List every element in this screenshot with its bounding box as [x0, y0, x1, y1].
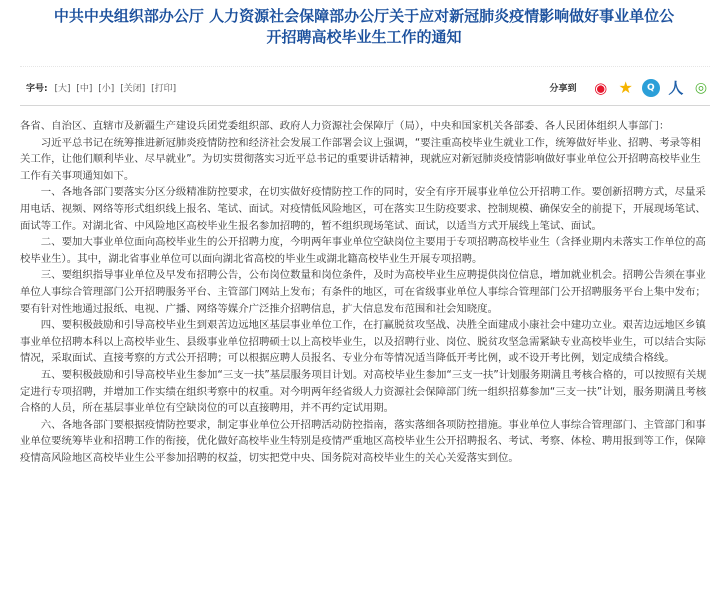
article-title: [20, 0, 708, 48]
qzone-icon[interactable]: ★: [618, 77, 633, 97]
body-paragraph: 三、要组织指导事业单位及早发布招聘公告，公布岗位数量和岗位条件，及时为高校毕业生应聘提供岗位信息，增加就业机会。招聘公告须在事业单位人事综合管理部门公开招聘服务平台、主管部门网站上发布；有条件的地区，可在省级事业单位人事综合管理部门公开招聘服务平台上集中发布；要有针对性地通过报纸、电视、广播、网络等媒介广泛推介招聘信息，扩大信息发布范围和社会知晓度。: [20, 269, 706, 315]
print-link[interactable]: [打印]: [151, 84, 177, 94]
font-size-controls: [26, 81, 179, 94]
share-label: 分享到: [549, 84, 577, 94]
body-paragraph: 一、各地各部门要落实分区分级精准防控要求，在切实做好疫情防控工作的同时，安全有序开展事业单位公开招聘工作。要创新招聘方式，尽量采用电话、视频、网络等形式组织线上报名、笔试、面试。对疫情低风险地区，可在落实卫生防疫要求、控制规模、确保安全的前提下，开展现场笔试、面试等工作。对湖北省、中风险地区高校毕业生报名参加招聘的，暂不组织现场笔试、面试，以适当方式开展线上笔试、面试。: [20, 186, 706, 232]
title-line-1: 中共中央组织部办公厅 人力资源社会保障部办公厅关于应对新冠肺炎疫情影响做好事业单位公: [53, 7, 675, 25]
body-paragraph: 四、要积极鼓励和引导高校毕业生到艰苦边远地区基层事业单位工作，在打赢脱贫攻坚战、决胜全面建成小康社会中建功立业。艰苦边远地区乡镇事业单位招聘本科以上高校毕业生、县级事业单位招聘硕士以上高校毕业生，以及招聘行业、岗位、脱贫攻坚急需紧缺专业高校毕业生，可以结合实际情况，采取面试、直接考察的方式公开招聘；可以根据应聘人员报名、专业分布等情况适当降低开考比例，或不设开考比例，划定成绩合格线。: [20, 319, 706, 365]
body-paragraph: 习近平总书记在统筹推进新冠肺炎疫情防控和经济社会发展工作部署会议上强调，“要注重高校毕业生就业工作，统筹做好毕业、招聘、考录等相关工作，让他们顺利毕业、尽早就业”。为切实贯彻落实习近平总书记的重要讲话精神，现就应对新冠肺炎疫情影响做好事业单位公开招聘高校毕业生工作有关事项通知如下。: [20, 136, 701, 182]
article-toolbar: [20, 66, 710, 106]
body-paragraph: 二、要加大事业单位面向高校毕业生的公开招聘力度，今明两年事业单位空缺岗位主要用于专项招聘高校毕业生（含择业期内未落实工作单位的高校毕业生）。其中，湖北省事业单位可以面向湖北省高校的毕业生或湖北籍高校毕业生开展专项招聘。: [20, 236, 706, 265]
article-body: [20, 118, 708, 466]
font-size-small-link[interactable]: [小]: [98, 84, 115, 94]
body-paragraph: 五、要积极鼓励和引导高校毕业生参加“三支一扶”基层服务项目计划。对高校毕业生参加“三支一扶”计划服务期满且考核合格的，可以按照有关规定进行专项招聘，并增加工作实绩在组织考察中的权重。对今明两年经省级人力资源社会保障部门统一组织招募参加“三支一扶”计划，服务期满且考核合格的人员，所在基层事业单位有空缺岗位的可以直接聘用，并不再约定试用期。: [20, 368, 707, 415]
renren-icon[interactable]: 人: [668, 78, 684, 97]
font-size-large-link[interactable]: [大]: [54, 84, 71, 94]
share-bar: [550, 77, 710, 99]
font-size-medium-link[interactable]: [中]: [76, 84, 93, 94]
font-size-label: 字号:: [26, 84, 48, 94]
tencent-weibo-icon[interactable]: Q: [642, 79, 660, 97]
salutation-paragraph: 各省、自治区、直辖市及新疆生产建设兵团党委组织部、政府人力资源社会保障厅（局），中央和国家机关各部委、各人民团体组织人事部门：: [20, 120, 670, 132]
wechat-icon[interactable]: ◎: [692, 79, 710, 97]
weibo-icon[interactable]: ◉: [592, 79, 610, 97]
title-line-2: 开招聘高校毕业生工作的通知: [266, 28, 462, 46]
close-link[interactable]: [关闭]: [120, 84, 146, 94]
body-paragraph: 六、各地各部门要根据疫情防控要求，制定事业单位公开招聘活动防控指南，落实落细各项防控措施。事业单位人事综合管理部门、主管部门和事业单位要统筹毕业和招聘工作的衔接，优化做好高校毕业生特别是疫情严重地区高校毕业生公开招聘报名、考试、考察、体检、聘用报到等工作，保障疫情高风险地区高校毕业生公平参加招聘的权益，切实把党中央、国务院对高校毕业生的关心关爱落实到位。: [20, 418, 706, 464]
